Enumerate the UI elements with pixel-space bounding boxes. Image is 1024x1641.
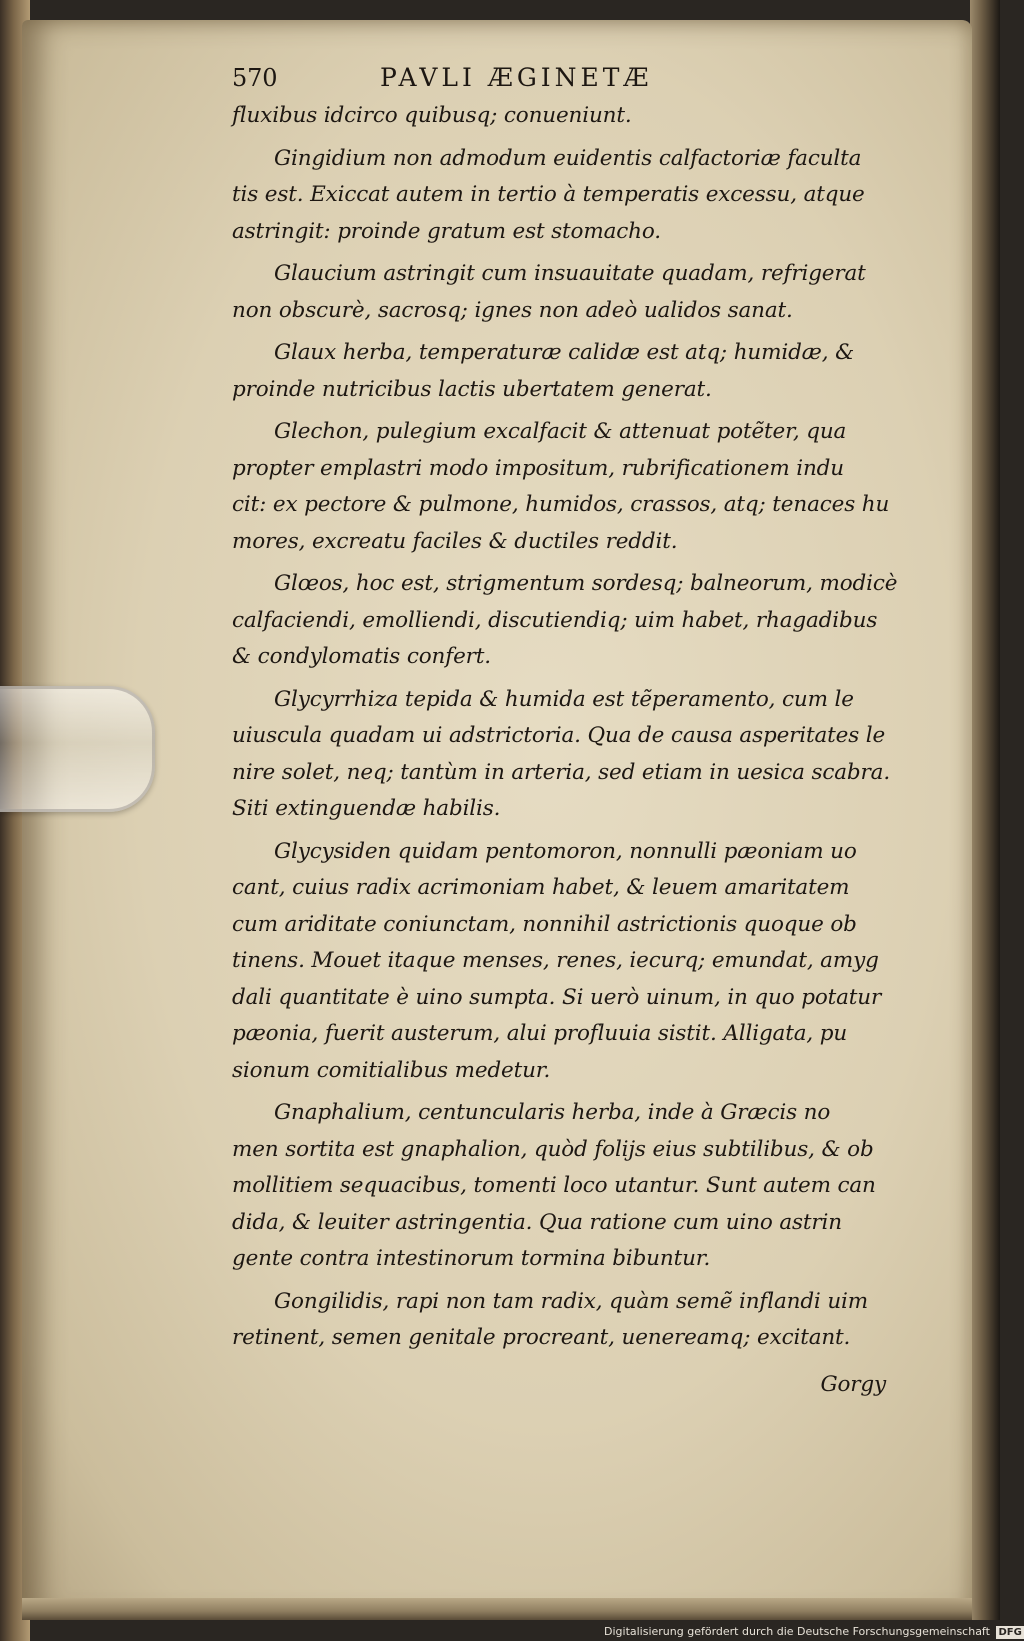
- text-line: proinde nutricibus lactis ubertatem generat.: [232, 376, 712, 402]
- book-right-edge: [970, 0, 1000, 1620]
- text-line: mores, excreatu faciles & ductiles reddit.: [232, 528, 678, 554]
- text-line: tinens. Mouet itaque menses, renes, iecurq; emundat, amyg: [232, 948, 879, 973]
- text-line: non obscurè, sacrosq; ignes non adeò ualidos sanat.: [232, 297, 793, 323]
- text-line: calfaciendi, emolliendi, discutiendiq; uim habet, rhagadibus: [232, 607, 878, 633]
- text-line: astringit: proinde gratum est stomacho.: [232, 218, 661, 244]
- text-line: nire solet, neq; tantùm in arteria, sed etiam in uesica scabra.: [232, 759, 891, 785]
- text-line: Gnaphalium, centuncularis herba, inde à Græcis no: [274, 1100, 831, 1125]
- text-line: tis est. Exiccat autem in tertio à temperatis excessu, atque: [232, 182, 865, 207]
- text-line: Siti extinguendæ habilis.: [232, 796, 501, 821]
- footer-text: Digitalisierung gefördert durch die Deutsche Forschungsgemeinschaft: [604, 1625, 990, 1638]
- text-line: cant, cuius radix acrimoniam habet, & leuem amaritatem: [232, 875, 850, 900]
- digitization-footer: [604, 1622, 1022, 1641]
- text-line: Glechon, pulegium excalfacit & attenuat potẽter, qua: [274, 419, 847, 444]
- catchword: Gorgy: [820, 1371, 886, 1397]
- text-line: Glycysiden quidam pentomoron, nonnulli pæoniam uo: [274, 838, 857, 864]
- text-line: Gingidium non admodum euidentis calfactoriæ faculta: [274, 145, 862, 171]
- text-line: men sortita est gnaphalion, quòd folijs eius subtilibus, & ob: [232, 1136, 874, 1162]
- running-head: PAVLI ÆGINETÆ: [380, 63, 653, 92]
- text-line: cum ariditate coniunctam, nonnihil astrictionis quoque ob: [232, 911, 857, 937]
- page-header: [232, 58, 892, 98]
- page-number: 570: [232, 64, 278, 92]
- text-block: [232, 58, 898, 1403]
- text-line: propter emplastri modo impositum, rubrificationem indu: [232, 455, 844, 481]
- page-bottom-edge: [22, 1598, 972, 1620]
- text-line: dali quantitate è uino sumpta. Si uerò uinum, in quo potatur: [232, 984, 882, 1010]
- page-clip: [0, 686, 155, 812]
- text-line: Glœos, hoc est, strigmentum sordesq; balneorum, modicè: [274, 571, 898, 596]
- text-line: retinent, semen genitale procreant, uenereamq; excitant.: [232, 1325, 851, 1350]
- text-line: Glaux herba, temperaturæ calidæ est atq; humidæ, &: [274, 340, 855, 365]
- text-line: fluxibus idcirco quibusq; conueniunt.: [232, 103, 632, 128]
- text-line: uiuscula quadam ui adstrictoria. Qua de causa asperitates le: [232, 723, 886, 748]
- text-line: Gongilidis, rapi non tam radix, quàm semẽ inflandi uim: [274, 1288, 869, 1314]
- text-line: gente contra intestinorum tormina bibuntur.: [232, 1246, 711, 1271]
- text-line: Glaucium astringit cum insuauitate quadam, refrigerat: [274, 261, 866, 286]
- text-line: dida, & leuiter astringentia. Qua ratione cum uino astrin: [232, 1209, 842, 1235]
- text-line: & condylomatis confert.: [232, 644, 491, 669]
- text-line: Glycyrrhiza tepida & humida est tẽperamento, cum le: [274, 686, 854, 712]
- text-line: sionum comitialibus medetur.: [232, 1057, 551, 1083]
- text-line: mollitiem sequacibus, tomenti loco utantur. Sunt autem can: [232, 1173, 876, 1198]
- dfg-logo-icon: DFG: [998, 1627, 1022, 1638]
- text-line: pæonia, fuerit austerum, alui profluuia sistit. Alligata, pu: [232, 1021, 848, 1046]
- text-line: cit: ex pectore & pulmone, humidos, crassos, atq; tenaces hu: [232, 492, 890, 517]
